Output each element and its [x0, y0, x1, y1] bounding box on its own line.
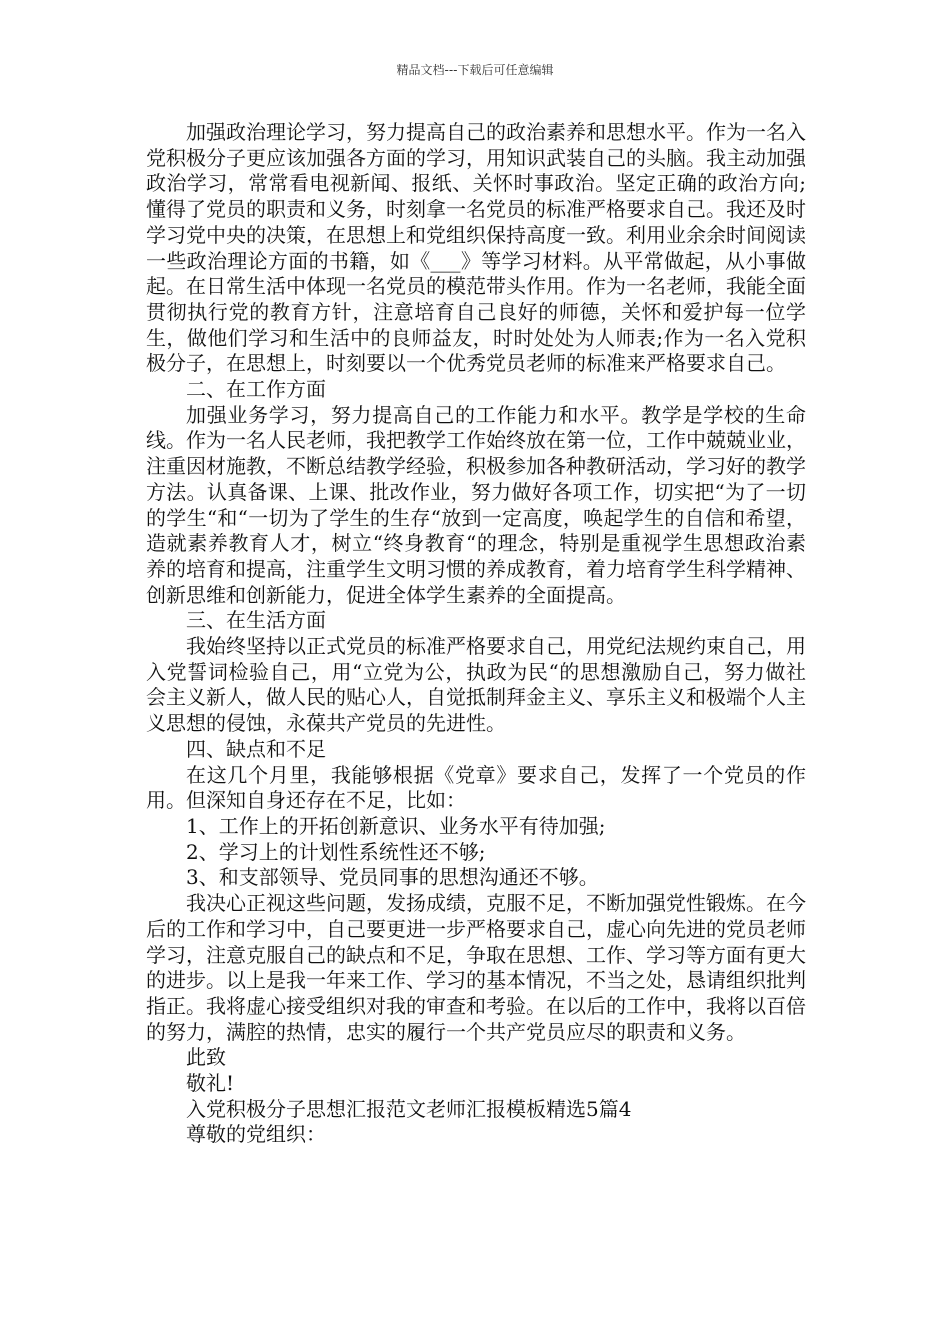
list-item-shortcoming-3: 3、和支部领导、党员同事的思想沟通还不够。	[186, 865, 599, 890]
paragraph-work: 加强业务学习，努力提高自己的工作能力和水平。教学是学校的生命线。作为一名人民老师，我把教学工作始终放在第一位，工作中兢兢业业，注重因材施教，不断总结教学经验，积极参加各种教研活动，学习好的教学方法。认真备课、上课、批改作业，努力做好各项工作，切实把“为了一切的学生“和“一切为了学生的生存“放到一定高度，唤起学生的自信和希望，造就素养教育人才，树立“终身教育“的理念，特别是重视学生思想政治素养的培育和提高，注重学生文明习惯的养成教育，着力培育学生科学精神、创新思维和创新能力，促进全体学生素养的全面提高。	[146, 402, 806, 607]
section-heading-work: 二、在工作方面	[186, 377, 326, 402]
document-body	[146, 120, 806, 1148]
paragraph-life: 我始终坚持以正式党员的标准严格要求自己，用党纪法规约束自己，用入党誓词检验自己，用“立党为公，执政为民“的思想激励自己，努力做社会主义新人，做人民的贴心人，自觉抵制拜金主义、享乐主义和极端个人主义思想的侵蚀，永葆共产党员的先进性。	[146, 634, 806, 736]
paragraph-shortcomings-intro: 在这几个月里，我能够根据《党章》要求自己，发挥了一个党员的作用。但深知自身还存在不足，比如：	[146, 762, 806, 813]
next-article-greeting: 尊敬的党组织：	[186, 1122, 326, 1147]
list-item-shortcoming-2: 2、学习上的计划性系统性还不够;	[186, 839, 486, 864]
closing-salutation: 此致	[186, 1045, 226, 1070]
paragraph-resolution: 我决心正视这些问题，发扬成绩，克服不足，不断加强党性锻炼。在今后的工作和学习中，自己要更进一步严格要求自己，虚心向先进的党员老师学习，注意克服自己的缺点和不足，争取在思想、工作、学习等方面有更大的进步。以上是我一年来工作、学习的基本情况，不当之处，恳请组织批判指正。我将虚心接受组织对我的审查和考验。在以后的工作中，我将以百倍的努力，满腔的热情，忠实的履行一个共产党员应尽的职责和义务。	[146, 891, 806, 1044]
list-item-shortcoming-1: 1、工作上的开拓创新意识、业务水平有待加强;	[186, 813, 606, 838]
section-heading-life: 三、在生活方面	[186, 608, 326, 633]
closing-respect: 敬礼!	[186, 1071, 235, 1096]
section-heading-shortcomings: 四、缺点和不足	[186, 736, 326, 761]
next-article-title: 入党积极分子思想汇报范文老师汇报模板精选5篇4	[186, 1096, 632, 1121]
page-header: 精品文档---下载后可任意编辑	[396, 63, 554, 77]
paragraph-political-study: 加强政治理论学习，努力提高自己的政治素养和思想水平。作为一名入党积极分子更应该加强各方面的学习，用知识武装自己的头脑。我主动加强政治学习，常常看电视新闻、报纸、关怀时事政治。坚定正确的政治方向;懂得了党员的职责和义务，时刻拿一名党员的标准严格要求自己。我还及时学习党中央的决策，在思想上和党组织保持高度一致。利用业余余时间阅读一些政治理论方面的书籍，如《___》等学习材料。从平常做起，从小事做起。在日常生活中体现一名党员的模范带头作用。作为一名老师，我能全面贯彻执行党的教育方针，注意培育自己良好的师德，关怀和爱护每一位学生，做他们学习和生活中的良师益友，时时处处为人师表;作为一名入党积极分子，在思想上，时刻要以一个优秀党员老师的标准来严格要求自己。	[146, 120, 806, 376]
